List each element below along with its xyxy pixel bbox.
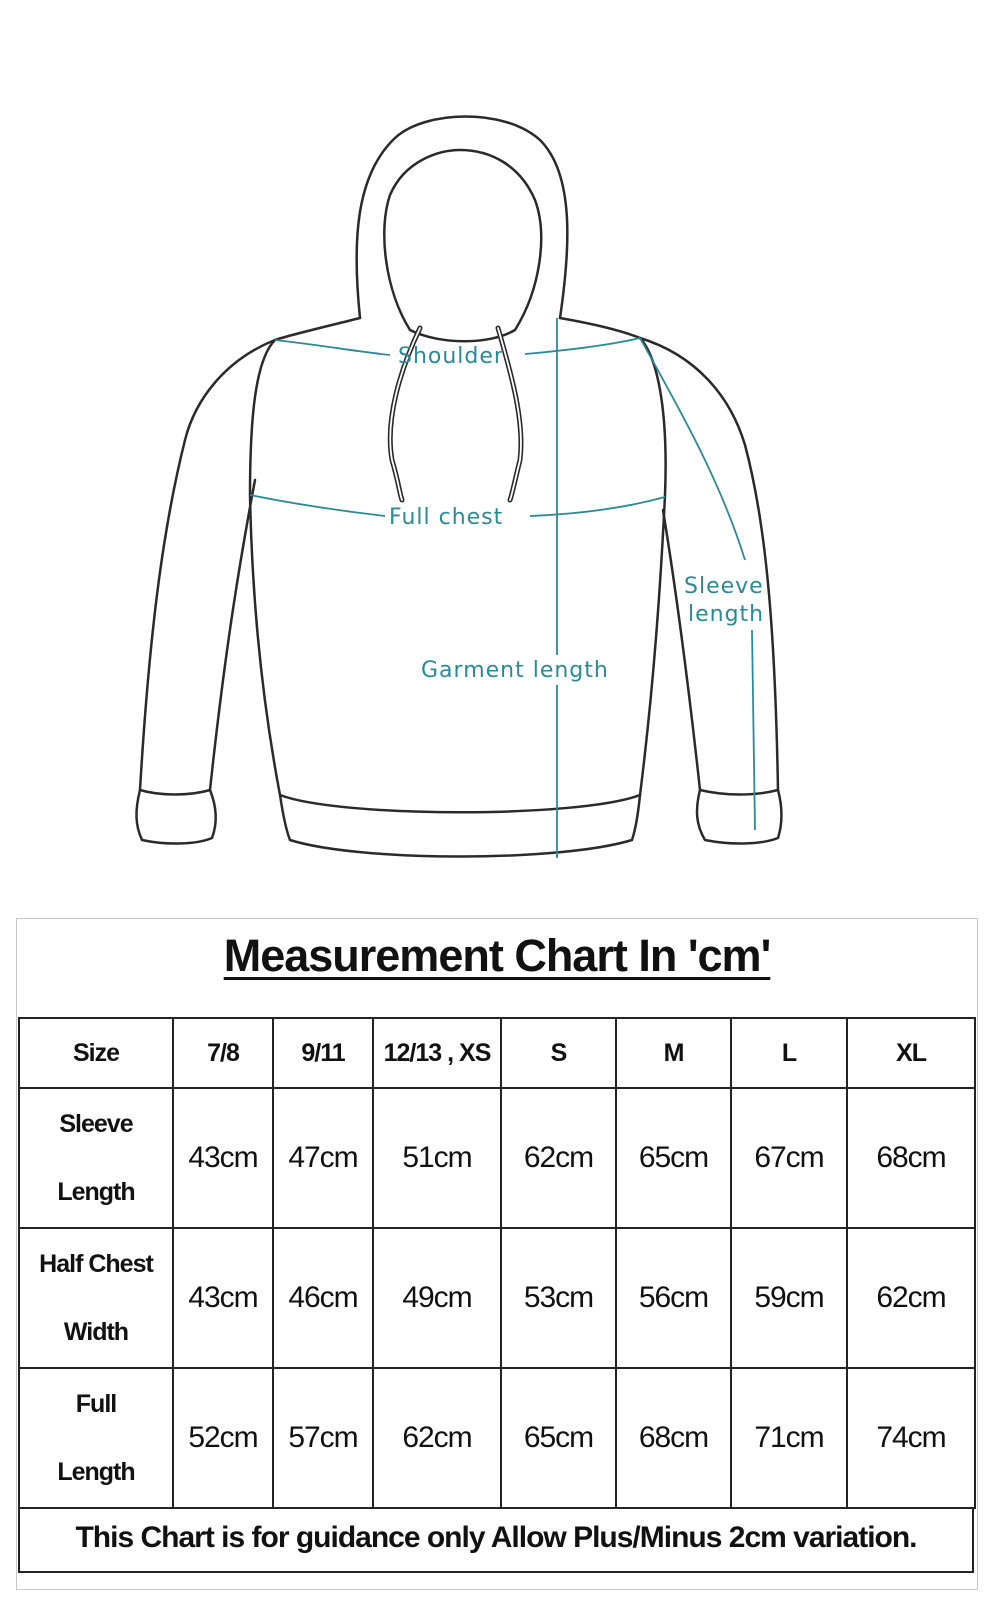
row-label-line2: Length (57, 1458, 135, 1486)
shoulder-line-left (275, 340, 390, 355)
row-label-line1: Full (75, 1390, 117, 1418)
table-cell: 65cm (616, 1088, 731, 1228)
table-cell: 59cm (731, 1228, 847, 1368)
table-cell: 68cm (847, 1088, 975, 1228)
size-table (18, 1017, 976, 1509)
waistband (280, 795, 640, 857)
table-cell: 43cm (173, 1228, 273, 1368)
garment-length-label: Garment length (421, 658, 609, 683)
sleeve-length-label-line2: length (688, 602, 765, 627)
table-cell: 57cm (273, 1368, 373, 1508)
cuff-right (697, 790, 781, 844)
table-row (19, 1368, 975, 1508)
sleeve-right-inner (663, 510, 700, 790)
chest-line-right (530, 497, 665, 516)
table-row (19, 1088, 975, 1228)
row-label-line2: Length (57, 1178, 135, 1206)
hood-face-opening (384, 150, 541, 341)
measurement-lines (250, 318, 755, 858)
hoodie-outline (136, 117, 781, 857)
header-size-m: M (616, 1018, 731, 1088)
header-size-l: L (731, 1018, 847, 1088)
table-cell: 53cm (501, 1228, 616, 1368)
table-cell: 74cm (847, 1368, 975, 1508)
hood-outer (357, 117, 568, 319)
header-size-s: S (501, 1018, 616, 1088)
table-cell: 46cm (273, 1228, 373, 1368)
header-size-7-8: 7/8 (173, 1018, 273, 1088)
table-cell: 65cm (501, 1368, 616, 1508)
sleeve-left-inner (210, 480, 255, 790)
row-label-sleeve-length (19, 1088, 173, 1228)
chest-line-left (250, 495, 385, 516)
table-cell: 62cm (847, 1228, 975, 1368)
row-label-line2: Width (63, 1318, 129, 1346)
row-label-line1: Sleeve (59, 1110, 133, 1138)
body-right (560, 318, 666, 795)
table-cell: 49cm (373, 1228, 501, 1368)
table-cell: 43cm (173, 1088, 273, 1228)
header-size: Size (19, 1018, 173, 1088)
cuff-left (136, 790, 215, 844)
header-size-12-13-xs: 12/13 , XS (373, 1018, 501, 1088)
row-label-half-chest-width (19, 1228, 173, 1368)
shoulder-label: Shoulder (398, 344, 504, 369)
header-size-9-11: 9/11 (273, 1018, 373, 1088)
shoulder-line-right (525, 338, 640, 354)
header-size-xl: XL (847, 1018, 975, 1088)
table-cell: 62cm (501, 1088, 616, 1228)
table-cell: 47cm (273, 1088, 373, 1228)
chart-title (16, 930, 978, 982)
table-cell: 56cm (616, 1228, 731, 1368)
table-row (19, 1228, 975, 1368)
header-row (19, 1018, 975, 1088)
table-cell: 68cm (616, 1368, 731, 1508)
table-cell: 62cm (373, 1368, 501, 1508)
body-left (250, 318, 360, 795)
table-cell: 71cm (731, 1368, 847, 1508)
chart-note: This Chart is for guidance only Allow Plus/Minus 2cm variation. (18, 1507, 974, 1573)
row-label-full-length (19, 1368, 173, 1508)
row-label-line1: Half Chest (39, 1250, 153, 1278)
sleeve-length-label-line1: Sleeve (684, 574, 764, 599)
full-chest-label: Full chest (389, 505, 504, 530)
table-cell: 52cm (173, 1368, 273, 1508)
chart-title-text: Measurement Chart In 'cm' (223, 930, 771, 981)
table-cell: 51cm (373, 1088, 501, 1228)
table-cell: 67cm (731, 1088, 847, 1228)
